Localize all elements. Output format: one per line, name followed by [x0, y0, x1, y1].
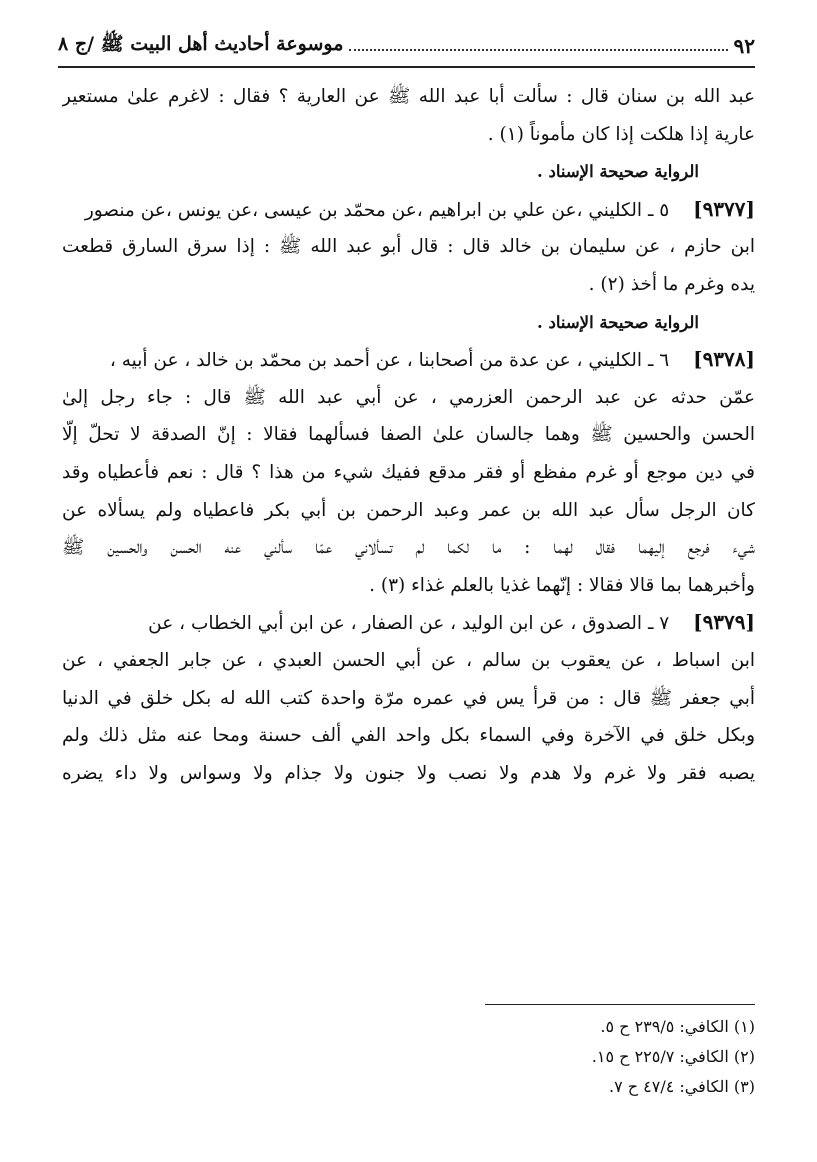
hadith-heading [62, 604, 755, 642]
text-line: كان الرجل سأل عبد الله بن عمر وعبد الرحمن بن أبي بكر فاعطياه ولم يسألاه عن [62, 499, 755, 521]
hadith-ordinal: ٥ ـ [647, 199, 670, 221]
hadith-ordinal: ٧ ـ [647, 613, 670, 635]
text-line: ابن اسباط ، عن يعقوب بن سالم ، عن أبي الحسن العبدي ، عن جابر الجعفي ، عن [62, 649, 755, 671]
running-title: موسوعة أحاديث أهل البيت ﷺ /ج ٨ [58, 33, 344, 55]
footnotes [592, 1012, 755, 1102]
text-line: يصبه فقر ولا غرم ولا هدم ولا نصب ولا جنون ولا جذام ولا وسواس ولا داء يضره [62, 762, 755, 784]
hadith-number: [٩٣٧٩] [693, 610, 755, 635]
hadith-number: [٩٣٧٨] [693, 347, 755, 372]
footnote: (٢) الكافي: ٢٢٥/٧ ح ١٥. [591, 1047, 755, 1066]
chain-grading: الرواية صحيحة الإسناد . [537, 162, 699, 182]
footnote: (٣) الكافي: ٤٧/٤ ح ٧. [608, 1077, 755, 1096]
text-line: عارية إذا هلكت إذا كان مأموناً (١) . [487, 123, 755, 145]
hadith-heading [62, 191, 755, 229]
text-line: أبي جعفر ﷺ قال : من قرأ يس في عمره مرّة واحدة كتب الله له بكل خلق في الدنيا [62, 687, 755, 709]
footnote-separator [485, 1004, 755, 1005]
text-line: الكليني ، عن عدة من أصحابنا ، عن أحمد بن محمّد بن خالد ، عن أبيه ، [109, 350, 643, 372]
footnote: (١) الكافي: ٢٣٩/٥ ح ٥. [600, 1017, 755, 1036]
main-text [62, 78, 755, 792]
text-line: الكليني ،عن علي بن ابراهيم ،عن محمّد بن عيسى ،عن يونس ،عن منصور [84, 199, 643, 221]
text-line: وأخبرهما بما قالا فقالا : إنّهما غذيا بالعلم غذاء (٣) . [369, 574, 755, 596]
text-line: الصدوق ، عن ابن الوليد ، عن الصفار ، عن ابن أبي الخطاب ، عن [148, 613, 643, 635]
hadith-heading [62, 341, 755, 379]
page-header [58, 26, 755, 68]
text-line: الحسن والحسين ﷺ وهما جالسان علىٰ الصفا فسألهما فقالا : إنّ الصدقة لا تحلّ إلّا [62, 424, 755, 446]
page-number: ٩٢ [733, 34, 755, 58]
text-line: في دين موجع أو غرم مفظع أو فقر مدقع ففيك شيء من هذا ؟ قال : نعم فأعطياه وقد [62, 461, 755, 483]
text-line: وبكل خلق في الآخرة وفي السماء بكل واحد الفي ألف حسنة ومحا عنه مثل ذلك ولم [62, 725, 755, 747]
header-dot-leader [349, 49, 727, 51]
chain-grading: الرواية صحيحة الإسناد . [537, 312, 699, 332]
text-line: عبد الله بن سنان قال : سألت أبا عبد الله ﷺ عن العارية ؟ فقال : لاغرم علىٰ مستعير [62, 86, 755, 107]
text-line: شيء فرجع إليهما فقال لهما : ما لكما لم تسألاني عمّا سألني عنه الحسن والحسين ﷺ [62, 537, 755, 559]
hadith-ordinal: ٦ ـ [647, 350, 670, 372]
text-line: ابن حازم ، عن سليمان بن خالد قال : قال أبو عبد الله ﷺ : إذا سرق السارق قطعت [62, 236, 755, 258]
hadith-number: [٩٣٧٧] [693, 196, 755, 221]
text-line: عمّن حدثه عن عبد الرحمن العزرمي ، عن أبي عبد الله ﷺ قال : جاء رجل إلىٰ [62, 386, 755, 408]
text-line: يده وغرم ما أخذ (٢) . [588, 273, 755, 295]
